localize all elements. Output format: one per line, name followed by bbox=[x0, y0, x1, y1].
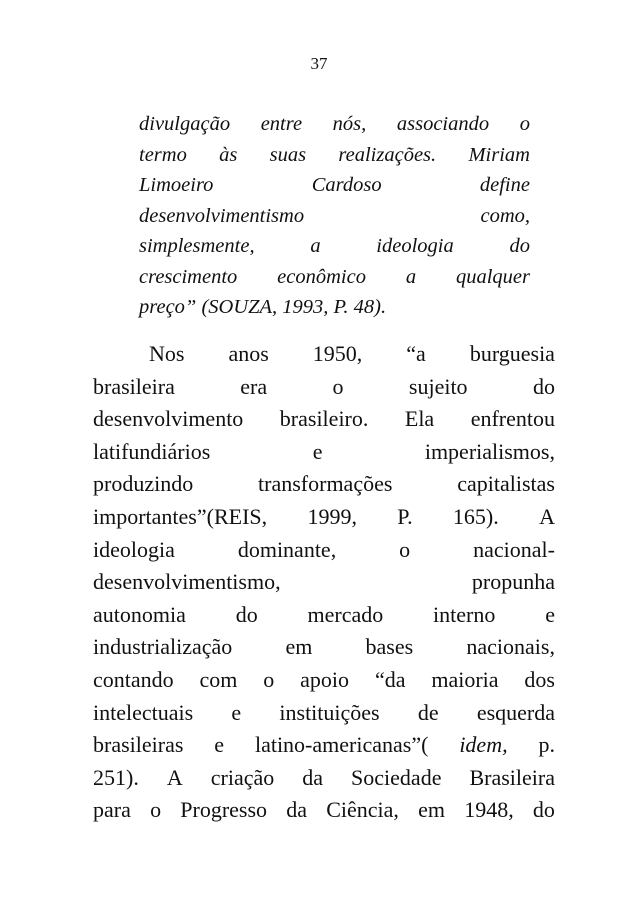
quote-word: desenvolvimentismo bbox=[139, 204, 305, 227]
body-word: A bbox=[166, 764, 183, 790]
quote-line bbox=[139, 109, 530, 140]
quote-word: qualquer bbox=[455, 265, 530, 288]
body-word: intelectuais bbox=[93, 699, 194, 725]
body-word: em bbox=[285, 634, 313, 660]
body-word: do bbox=[532, 797, 555, 823]
quote-word: crescimento bbox=[139, 265, 238, 288]
body-word: nacionais, bbox=[466, 634, 555, 660]
body-word: “da bbox=[374, 666, 406, 692]
body-word: era bbox=[240, 373, 268, 399]
quote-line bbox=[139, 231, 530, 262]
quote-word: Miriam bbox=[468, 143, 530, 166]
body-word: 1950, bbox=[312, 341, 363, 366]
body-word: maioria bbox=[431, 666, 499, 692]
quote-line bbox=[139, 170, 530, 201]
body-word: de bbox=[417, 699, 439, 725]
body-word: 1999, bbox=[307, 503, 357, 529]
quote-word: do bbox=[509, 235, 530, 257]
body-word: desenvolvimento bbox=[93, 406, 244, 432]
body-paragraph bbox=[93, 338, 555, 827]
body-word: p. bbox=[538, 732, 555, 758]
quote-word: o bbox=[519, 113, 530, 135]
body-word: dos bbox=[524, 666, 555, 692]
quote-word: define bbox=[479, 174, 530, 196]
body-word: e bbox=[214, 732, 225, 758]
body-word: transformações bbox=[258, 471, 393, 497]
body-word: burguesia bbox=[469, 341, 555, 366]
quote-word: associando bbox=[396, 113, 490, 135]
body-word: o bbox=[332, 373, 344, 399]
body-word: o bbox=[263, 666, 275, 692]
body-line bbox=[93, 664, 555, 697]
body-word: em bbox=[418, 797, 446, 823]
body-word: esquerda bbox=[476, 699, 555, 725]
body-word: mercado bbox=[307, 601, 384, 627]
body-line bbox=[93, 631, 555, 664]
body-word: criação bbox=[210, 764, 275, 790]
body-word: 1948, bbox=[464, 797, 514, 823]
body-word: nacional- bbox=[473, 536, 555, 562]
quote-word: como, bbox=[480, 204, 530, 227]
body-word: Ela bbox=[404, 406, 435, 432]
quote-word: a bbox=[405, 265, 417, 288]
body-word: “a bbox=[406, 341, 426, 366]
body-line bbox=[93, 762, 555, 795]
body-word: brasileira bbox=[93, 373, 175, 399]
body-line bbox=[93, 599, 555, 632]
body-word: para bbox=[93, 797, 131, 823]
quote-word: realizações. bbox=[338, 143, 437, 166]
body-word: propunha bbox=[471, 569, 555, 595]
body-word: anos bbox=[228, 341, 269, 366]
quote-word: entre bbox=[260, 113, 303, 135]
body-word: e bbox=[231, 699, 242, 725]
body-word: latifundiários bbox=[93, 438, 211, 464]
body-word: autonomia bbox=[93, 601, 186, 627]
quote-line bbox=[139, 201, 530, 232]
body-line bbox=[93, 436, 555, 469]
body-word: dominante, bbox=[237, 536, 337, 562]
body-word: Sociedade bbox=[351, 764, 442, 790]
body-word: Ciência, bbox=[326, 797, 399, 823]
body-word: imperialismos, bbox=[424, 438, 555, 464]
body-word: importantes”(REIS, bbox=[93, 503, 268, 529]
body-word: e bbox=[312, 438, 323, 464]
body-line bbox=[93, 566, 555, 599]
body-line bbox=[93, 697, 555, 730]
body-word: ideologia bbox=[93, 536, 175, 562]
body-word: com bbox=[199, 666, 238, 692]
body-line bbox=[93, 794, 555, 827]
quote-line: preço” (SOUZA, 1993, P. 48). bbox=[139, 296, 387, 318]
quote-line bbox=[139, 140, 530, 171]
quote-word: Cardoso bbox=[311, 174, 382, 196]
body-word: apoio bbox=[300, 666, 350, 692]
body-line bbox=[93, 403, 555, 436]
body-word: bases bbox=[365, 634, 414, 660]
body-word: da bbox=[286, 797, 308, 823]
body-word: contando bbox=[93, 666, 174, 692]
body-line bbox=[93, 501, 555, 534]
body-word: Progresso bbox=[180, 797, 268, 823]
quote-word: Limoeiro bbox=[139, 174, 214, 196]
quote-word: termo bbox=[139, 143, 187, 166]
quote-word: às bbox=[219, 143, 238, 166]
body-word: desenvolvimentismo, bbox=[93, 569, 281, 595]
body-word: industrialização bbox=[93, 634, 233, 660]
quote-word: simplesmente, bbox=[139, 235, 255, 257]
body-line bbox=[93, 468, 555, 501]
body-word: do bbox=[235, 601, 258, 627]
body-word: latino-americanas”( bbox=[254, 732, 429, 758]
page-number: 37 bbox=[310, 54, 328, 73]
quote-word: suas bbox=[269, 143, 307, 166]
body-word: A bbox=[539, 503, 555, 529]
quote-word: divulgação bbox=[139, 113, 231, 135]
body-word: e bbox=[545, 601, 555, 627]
body-word: Brasileira bbox=[469, 764, 555, 790]
body-line bbox=[93, 534, 555, 567]
body-word: instituições bbox=[279, 699, 380, 725]
body-word: P. bbox=[397, 503, 413, 529]
body-line bbox=[93, 338, 555, 371]
body-line bbox=[93, 371, 555, 404]
body-word: o bbox=[150, 797, 162, 823]
body-line bbox=[93, 729, 555, 762]
body-word: enfrentou bbox=[470, 406, 555, 432]
quote-word: nós, bbox=[332, 113, 367, 135]
body-word: 251). bbox=[93, 764, 139, 790]
quote-line bbox=[139, 262, 530, 293]
quote-word: econômico bbox=[277, 265, 366, 288]
body-word: Nos bbox=[149, 341, 185, 366]
body-word: brasileiro. bbox=[279, 406, 369, 432]
block-quote bbox=[139, 109, 530, 323]
body-word: capitalistas bbox=[457, 471, 555, 497]
body-word: do bbox=[532, 373, 555, 399]
body-word: interno bbox=[433, 601, 496, 627]
body-word: da bbox=[302, 764, 324, 790]
quote-word: a bbox=[310, 235, 321, 257]
body-word: idem, bbox=[459, 732, 508, 758]
body-word: o bbox=[399, 536, 411, 562]
body-word: produzindo bbox=[93, 471, 194, 497]
body-word: sujeito bbox=[408, 373, 468, 399]
body-word: brasileiras bbox=[93, 732, 184, 758]
body-word: 165). bbox=[452, 503, 499, 529]
quote-word: ideologia bbox=[376, 235, 454, 257]
